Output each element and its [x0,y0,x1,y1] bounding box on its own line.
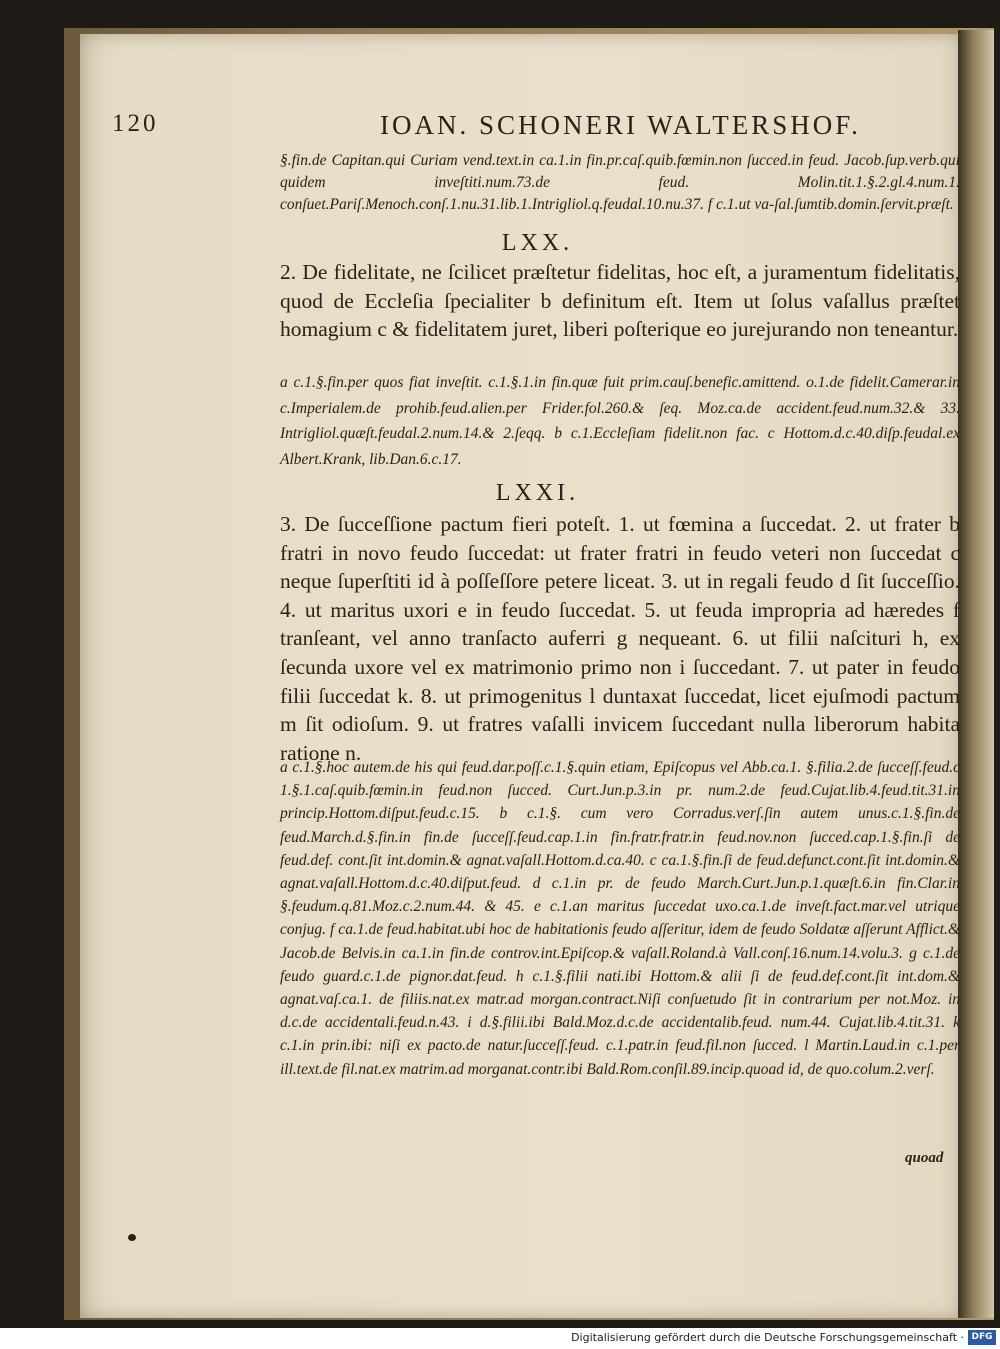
section-heading-lxxi: LXXI. [495,480,580,506]
footnotes-lxxi: a c.1.§.hoc autem.de his qui feud.dar.poſſ.c.1.§.quin etiam, Epiſcopus vel Abb.ca.1. §.filia.2.de ſucceſſ.feud.c 1.§.1.caſ.quib.fœmin.in feud.non ſucced. Curt.Jun.p.3.in pr. num.2.de feud.Cujat.lib.4.feud.tit.31.in princip.Hottom.diſput.feud.c.15. b c.1.§. cum vero Corradus.verſ.ſin autem unus.c.1.§.fin.de feud.March.d.§.fin.in fin.de ſucceſſ.feud.cap.1.in fin.fratr.fratr.in feud.nov.non ſucced.cap.1.§.fin.ſi de feud.def. cont.ſit int.domin.& agnat.vaſall.Hottom.d.ca.40. c ca.1.§.fin.ſi de feud.defunct.cont.ſit int.domin.& agnat.vaſall.Hottom.d.c.40.diſput.feud. d c.1.in pr. de feudo March.Curt.Jun.p.1.quæſt.6.in fin.Clar.in §.feudum.q.81.Moz.c.2.num.44. & 45. e c.1.an maritus ſuccedat uxo.ca.1.de inveſt.fact.mar.vel utrique conjug. f ca.1.de feud.habitat.ubi hoc de habitationis feudo aſſeritur, idem de feudo Soldatæ aſſerunt Afflict.& Jacob.de Belvis.in ca.1.in fin.de controv.int.Epiſcop.& vaſall.Roland.à Vall.conſ.16.num.14.volu.3. g c.1.de feudo guard.c.1.de pignor.dat.feud. h c.1.§.filii nati.ibi Hottom.& alii ſi de feud.def.cont.ſit int.dom.& agnat.vaſ.ca.1. de filiis.nat.ex matr.ad morgan.contract.Niſi conſuetudo ſit in contrarium per not.Moz. in d.c.de accidentali.feud.n.43. i d.§.filii.ibi Bald.Moz.d.c.de accidentalib.feud. num.44. Cujat.lib.4.tit.31. k c.1.in prin.ibi: niſi ex pacto.de natur.ſucceſſ.feud. c.1.patr.in feud.fil.non ſucced. l Martin.Laud.in c.1.per ill.text.de fil.nat.ex matrim.ad morganat.contr.ibi Bald.Rom.conſil.89.incip.quoad id, de quo.colum.2.verſ. [280,759,960,1078]
ink-mark [128,1234,136,1241]
footnotes-top: §.fin.de Capitan.qui Curiam vend.text.in ca.1.in fin.pr.caſ.quib.fœmin.non ſucced.in feud. Jacob.ſup.verb.qui quidem inveſtiti.num.73.de feud. Molin.tit.1.§.2.gl.4.num.1. conſuet.Pariſ.Menoch.conſ.1.nu.31.lib.1.Intrigliol.q.feudal.10.nu.37. f c.1.ut va-ſal.ſumtib.domin.ſervit.præſt. [280,152,960,213]
digitization-credit: Digitalisierung gefördert durch die Deutsche Forschungsgemeinschaft · [571,1331,964,1344]
page-gutter [958,30,994,1318]
dfg-logo-icon: DFG [968,1330,996,1345]
catchword: quoad [905,1150,944,1166]
section-heading-lxx: LXX. [501,230,574,256]
running-title: IOAN. SCHONERI WALTERSHOF. [380,110,861,140]
footer-bar [0,1328,1000,1349]
body-paragraph-successione: 3. De ſucceſſione pactum fieri poteſt. 1. ut fœmina a ſuccedat. 2. ut frater b fratri in novo feudo ſuccedat: ut frater fratri in feudo veteri non ſuccedat c neque ſuperſtiti id à poſſeſſore petere liceat. 3. ut in regali feudo d ſit ſucceſſio. 4. ut maritus uxori e in feudo ſuccedat. 5. ut feuda impropria ad hæredes f tranſeant, vel anno tranſacto auferri g nequeant. 6. ut filii naſcituri h, ex ſecunda uxore vel ex matrimonio primo non i ſuccedant. 7. ut pater in feudo filii ſuccedat k. 8. ut primogenitus l duntaxat ſuccedat, licet ejuſmodi pactum m ſit odioſum. 9. ut fratres vaſalli invicem ſuccedant nulla liberorum habita ratione n. [280,512,960,765]
body-paragraph-fidelitate: 2. De fidelitate, ne ſcilicet præſtetur fidelitas, hoc eſt, a juramentum fidelitatis, quod de Eccleſia ſpecialiter b definitum eſt. Item ut ſolus vaſallus præſtet homagium c & fidelitatem juret, liberi poſterique eo jurejurando non teneantur. [280,260,960,342]
footnotes-lxx: a c.1.§.fin.per quos fiat inveſtit. c.1.§.1.in fin.quæ fuit prim.cauſ.benefic.amittend. o.1.de fidelit.Camerar.in c.Imperialem.de prohib.feud.alien.per Frider.fol.260.& ſeq. Moz.ca.de accident.feud.num.32.& 33. Intrigliol.quæſt.feudal.2.num.14.& 2.ſeqq. b c.1.Eccleſiam fidelit.non fac. c Hottom.d.c.40.diſp.feudal.ex Albert.Krank, lib.Dan.6.c.17. [280,374,960,468]
page-number: 120 [112,110,159,137]
